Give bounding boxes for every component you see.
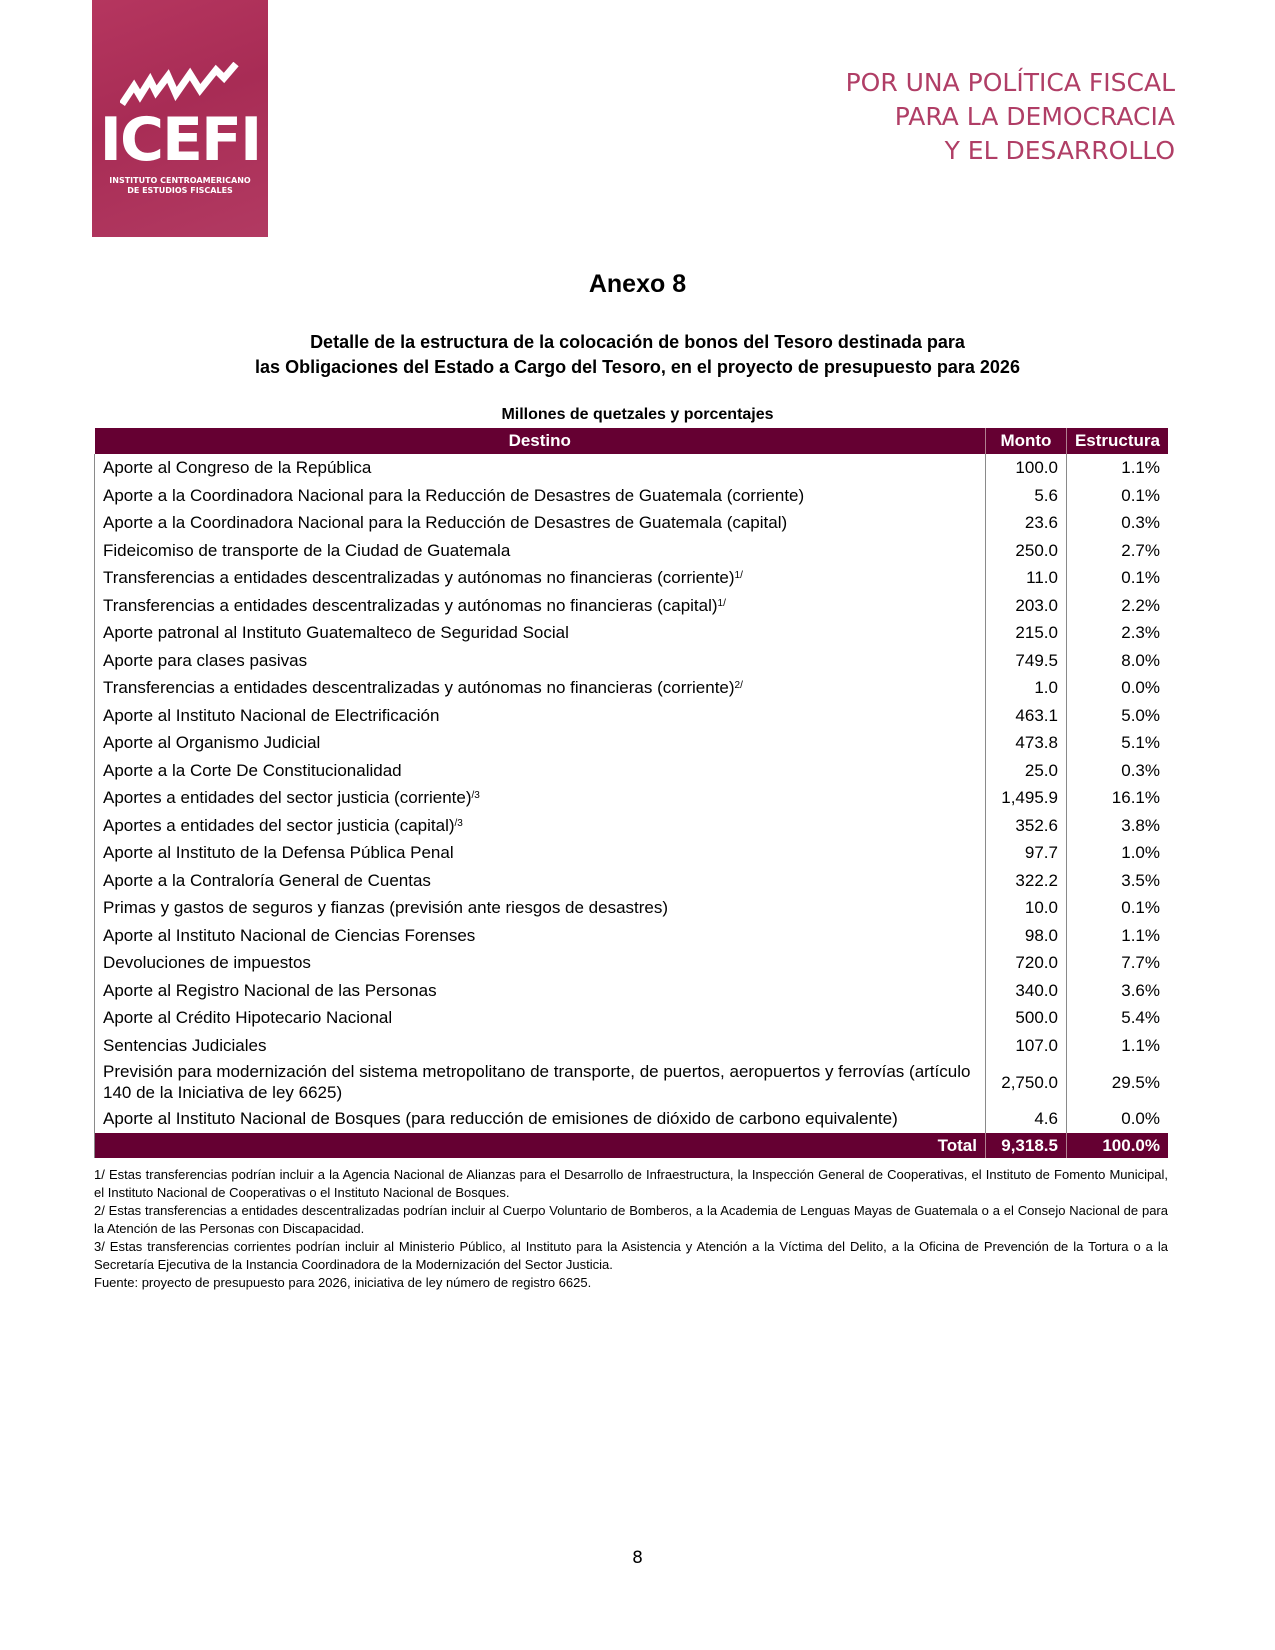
column-header-destino: Destino xyxy=(95,428,986,454)
table-row xyxy=(95,729,1169,757)
table-row xyxy=(95,592,1169,620)
table-row xyxy=(95,564,1169,592)
annex-title: Anexo 8 xyxy=(588,270,687,298)
column-header-monto: Monto xyxy=(985,428,1066,454)
destino-cell xyxy=(95,509,986,537)
monto-cell: 100.0 xyxy=(985,454,1066,482)
destino-text: Aporte a la Coordinadora Nacional para la Reducción de Desastres de Guatemala (corriente) xyxy=(103,485,805,505)
destino-cell xyxy=(95,1004,986,1032)
table-row xyxy=(95,1059,1169,1105)
destino-cell xyxy=(95,949,986,977)
estructura-cell: 0.1% xyxy=(1066,482,1168,510)
logo-wordmark: ICEFI xyxy=(99,105,261,175)
destino-text: Transferencias a entidades descentralizadas y autónomas no financieras (corriente) xyxy=(103,678,735,698)
logo-subtitle-line-2: DE ESTUDIOS FISCALES xyxy=(127,186,233,195)
total-label: Total xyxy=(95,1133,986,1158)
destino-text: Aporte a la Corte De Constitucionalidad xyxy=(103,760,402,780)
footnote-marker: 2/ xyxy=(734,680,743,692)
table-row xyxy=(95,867,1169,895)
table-row xyxy=(95,509,1169,537)
slogan xyxy=(846,66,1175,168)
destino-cell xyxy=(95,729,986,757)
monto-cell: 1.0 xyxy=(985,674,1066,702)
footnote-marker: /3 xyxy=(471,790,480,802)
monto-cell: 2,750.0 xyxy=(985,1059,1066,1105)
logo-subtitle-line-1: INSTITUTO CENTROAMERICANO xyxy=(109,176,251,185)
destino-text: Aporte para clases pasivas xyxy=(103,650,308,670)
footnote-1: 1/ Estas transferencias podrían incluir a la Agencia Nacional de Alianzas para el Desarrollo de Infraestructura, la Inspección General de Cooperativas, el Instituto de Fomento Municipal, el Instituto Nacional de Cooperativas o el Instituto Nacional de Bosques. xyxy=(94,1167,1168,1200)
destino-cell xyxy=(95,482,986,510)
estructura-cell: 0.0% xyxy=(1066,674,1168,702)
destino-text: Previsión para modernización del sistema metropolitano de transporte, de puertos, aeropuertos y ferrovías (artículo 140 de la Iniciativa de ley 6625) xyxy=(103,1062,971,1102)
table-row xyxy=(95,784,1169,812)
destino-cell xyxy=(95,1059,986,1105)
estructura-cell: 29.5% xyxy=(1066,1059,1168,1105)
destino-text: Aporte patronal al Instituto Guatemalteco de Seguridad Social xyxy=(103,623,569,643)
source-note: Fuente: proyecto de presupuesto para 2026, iniciativa de ley número de registro 6625. xyxy=(94,1275,592,1290)
destino-text: Devoluciones de impuestos xyxy=(103,953,311,973)
monto-cell: 1,495.9 xyxy=(985,784,1066,812)
icefi-logo xyxy=(92,0,268,237)
table-title-line-2: las Obligaciones del Estado a Cargo del Tesoro, en el proyecto de presupuesto para 2026 xyxy=(255,357,1020,377)
estructura-cell: 0.1% xyxy=(1066,894,1168,922)
destino-cell xyxy=(95,647,986,675)
footnote-2: 2/ Estas transferencias a entidades descentralizadas podrían incluir al Cuerpo Voluntario de Bomberos, a la Academia de Lenguas Mayas de Guatemala o a el Consejo Nacional de para la Atención de las Personas con Discapacidad. xyxy=(94,1203,1168,1236)
monto-cell: 4.6 xyxy=(985,1105,1066,1133)
table-title xyxy=(0,330,1275,380)
table-row xyxy=(95,647,1169,675)
destino-text: Aporte al Registro Nacional de las Personas xyxy=(103,980,437,1000)
table-row xyxy=(95,922,1169,950)
estructura-cell: 7.7% xyxy=(1066,949,1168,977)
estructura-cell: 5.0% xyxy=(1066,702,1168,730)
total-row xyxy=(95,1133,1169,1158)
destino-text: Aporte a la Coordinadora Nacional para la Reducción de Desastres de Guatemala (capital) xyxy=(103,513,788,533)
slogan-line: PARA LA DEMOCRACIA xyxy=(894,102,1175,131)
destino-cell xyxy=(95,784,986,812)
destino-text: Aportes a entidades del sector justicia (corriente) xyxy=(103,788,472,808)
estructura-cell: 0.3% xyxy=(1066,757,1168,785)
monto-cell: 97.7 xyxy=(985,839,1066,867)
table-row xyxy=(95,482,1169,510)
destino-text: Aporte al Crédito Hipotecario Nacional xyxy=(103,1008,393,1028)
destino-cell xyxy=(95,839,986,867)
footnote-3: 3/ Estas transferencias corrientes podrían incluir al Ministerio Público, al Instituto para la Asistencia y Atención a la Víctima del Delito, a la Oficina de Prevención de la Tortura o a la Secretaría Ejecutiva de la Instancia Coordinadora de la Modernización del Sector Justicia. xyxy=(94,1239,1168,1272)
logo-subtitle xyxy=(92,176,268,196)
total-estructura: 100.0% xyxy=(1066,1133,1168,1158)
column-header-estructura: Estructura xyxy=(1066,428,1168,454)
footnote-marker: 1/ xyxy=(734,570,743,582)
table-row xyxy=(95,674,1169,702)
monto-cell: 322.2 xyxy=(985,867,1066,895)
monto-cell: 25.0 xyxy=(985,757,1066,785)
monto-cell: 473.8 xyxy=(985,729,1066,757)
table-row xyxy=(95,812,1169,840)
monto-cell: 352.6 xyxy=(985,812,1066,840)
destino-text: Aportes a entidades del sector justicia (capital) xyxy=(103,815,455,835)
estructura-cell: 2.3% xyxy=(1066,619,1168,647)
estructura-cell: 0.3% xyxy=(1066,509,1168,537)
destino-text: Primas y gastos de seguros y fianzas (previsión ante riesgos de desastres) xyxy=(103,898,669,918)
table-row xyxy=(95,839,1169,867)
monto-cell: 107.0 xyxy=(985,1032,1066,1060)
monto-cell: 250.0 xyxy=(985,537,1066,565)
estructura-cell: 5.1% xyxy=(1066,729,1168,757)
budget-table xyxy=(94,428,1168,1158)
destino-cell xyxy=(95,977,986,1005)
destino-text: Sentencias Judiciales xyxy=(103,1035,267,1055)
destino-text: Aporte a la Contraloría General de Cuentas xyxy=(103,870,431,890)
estructura-cell: 2.7% xyxy=(1066,537,1168,565)
monto-cell: 340.0 xyxy=(985,977,1066,1005)
estructura-cell: 0.0% xyxy=(1066,1105,1168,1133)
destino-text: Aporte al Instituto Nacional de Ciencias Forenses xyxy=(103,925,476,945)
table-row xyxy=(95,702,1169,730)
destino-cell xyxy=(95,537,986,565)
units-label: Millones de quetzales y porcentajes xyxy=(501,406,774,423)
growth-chart-icon xyxy=(120,62,240,108)
table-row xyxy=(95,1004,1169,1032)
destino-text: Aporte al Instituto Nacional de Electrificación xyxy=(103,705,440,725)
footnote-marker: /3 xyxy=(454,817,463,829)
page-number: 8 xyxy=(632,1548,643,1568)
estructura-cell: 1.1% xyxy=(1066,1032,1168,1060)
monto-cell: 463.1 xyxy=(985,702,1066,730)
table-row xyxy=(95,949,1169,977)
table-title-line-1: Detalle de la estructura de la colocación de bonos del Tesoro destinada para xyxy=(310,332,965,352)
estructura-cell: 1.0% xyxy=(1066,839,1168,867)
monto-cell: 203.0 xyxy=(985,592,1066,620)
destino-text: Transferencias a entidades descentralizadas y autónomas no financieras (corriente) xyxy=(103,568,735,588)
table-header-row xyxy=(95,428,1169,454)
estructura-cell: 3.8% xyxy=(1066,812,1168,840)
slogan-line: Y EL DESARROLLO xyxy=(944,136,1175,165)
monto-cell: 98.0 xyxy=(985,922,1066,950)
monto-cell: 749.5 xyxy=(985,647,1066,675)
destino-cell xyxy=(95,922,986,950)
estructura-cell: 0.1% xyxy=(1066,564,1168,592)
estructura-cell: 16.1% xyxy=(1066,784,1168,812)
footnotes xyxy=(94,1166,1168,1292)
destino-text: Aporte al Instituto de la Defensa Pública Penal xyxy=(103,843,454,863)
monto-cell: 23.6 xyxy=(985,509,1066,537)
destino-cell xyxy=(95,702,986,730)
footnote-marker: 1/ xyxy=(717,597,726,609)
table-row xyxy=(95,977,1169,1005)
table-row xyxy=(95,894,1169,922)
estructura-cell: 1.1% xyxy=(1066,454,1168,482)
total-monto: 9,318.5 xyxy=(985,1133,1066,1158)
destino-cell xyxy=(95,619,986,647)
destino-cell xyxy=(95,454,986,482)
estructura-cell: 1.1% xyxy=(1066,922,1168,950)
table-row xyxy=(95,619,1169,647)
table-row xyxy=(95,537,1169,565)
estructura-cell: 5.4% xyxy=(1066,1004,1168,1032)
destino-text: Transferencias a entidades descentralizadas y autónomas no financieras (capital) xyxy=(103,595,718,615)
estructura-cell: 8.0% xyxy=(1066,647,1168,675)
table-row xyxy=(95,1105,1169,1133)
table-row xyxy=(95,1032,1169,1060)
destino-cell xyxy=(95,592,986,620)
destino-cell xyxy=(95,894,986,922)
destino-cell xyxy=(95,564,986,592)
estructura-cell: 2.2% xyxy=(1066,592,1168,620)
destino-text: Aporte al Congreso de la República xyxy=(103,458,372,478)
estructura-cell: 3.5% xyxy=(1066,867,1168,895)
destino-text: Fideicomiso de transporte de la Ciudad de Guatemala xyxy=(103,540,511,560)
destino-cell xyxy=(95,1032,986,1060)
monto-cell: 720.0 xyxy=(985,949,1066,977)
destino-cell xyxy=(95,674,986,702)
destino-cell xyxy=(95,1105,986,1133)
monto-cell: 5.6 xyxy=(985,482,1066,510)
table-row xyxy=(95,757,1169,785)
destino-text: Aporte al Organismo Judicial xyxy=(103,733,321,753)
monto-cell: 11.0 xyxy=(985,564,1066,592)
destino-text: Aporte al Instituto Nacional de Bosques (para reducción de emisiones de dióxido de carbono equivalente) xyxy=(103,1109,898,1129)
estructura-cell: 3.6% xyxy=(1066,977,1168,1005)
destino-cell xyxy=(95,812,986,840)
slogan-line: POR UNA POLÍTICA FISCAL xyxy=(845,68,1175,97)
destino-cell xyxy=(95,867,986,895)
monto-cell: 10.0 xyxy=(985,894,1066,922)
destino-cell xyxy=(95,757,986,785)
monto-cell: 500.0 xyxy=(985,1004,1066,1032)
monto-cell: 215.0 xyxy=(985,619,1066,647)
table-row xyxy=(95,454,1169,482)
